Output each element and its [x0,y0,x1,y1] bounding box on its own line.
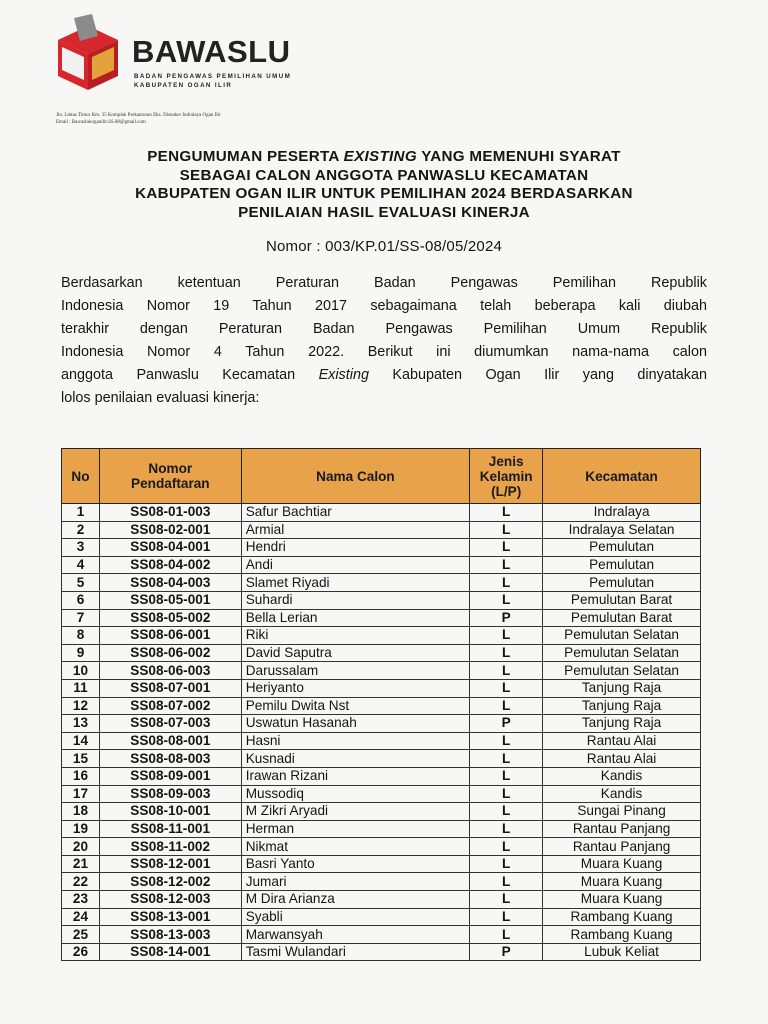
cell-district: Pemulutan Selatan [543,644,701,662]
cell-registration-number: SS08-14-001 [99,943,241,961]
cell-registration-number: SS08-13-001 [99,908,241,926]
cell-registration-number: SS08-07-001 [99,679,241,697]
cell-candidate-name: Syabli [241,908,470,926]
cell-registration-number: SS08-04-002 [99,556,241,574]
header-registration-number [99,449,241,504]
cell-candidate-name: Hendri [241,539,470,557]
table-row [62,574,701,592]
cell-no: 12 [62,697,100,715]
header-district: Kecamatan [543,449,701,504]
table-row [62,908,701,926]
cell-candidate-name: Nikmat [241,838,470,856]
cell-gender: L [470,697,543,715]
cell-no: 16 [62,767,100,785]
header-no: No [62,449,100,504]
letterhead [52,14,352,124]
candidates-table [61,448,701,961]
cell-registration-number: SS08-09-003 [99,785,241,803]
cell-district: Lubuk Keliat [543,943,701,961]
cell-no: 14 [62,732,100,750]
cell-district: Muara Kuang [543,891,701,909]
cell-gender: L [470,838,543,856]
document-number: Nomor : 003/KP.01/SS-08/05/2024 [265,238,503,255]
cell-district: Indralaya Selatan [543,521,701,539]
table-row [62,732,701,750]
cell-no: 6 [62,591,100,609]
table-row [62,873,701,891]
cell-district: Pemulutan [543,539,701,557]
cell-registration-number: SS08-04-003 [99,574,241,592]
cell-no: 2 [62,521,100,539]
cell-registration-number: SS08-12-003 [99,891,241,909]
table-row [62,556,701,574]
cell-gender: L [470,591,543,609]
table-row [62,609,701,627]
cell-no: 25 [62,926,100,944]
cell-candidate-name: Pemilu Dwita Nst [241,697,470,715]
cell-district: Pemulutan Selatan [543,627,701,645]
cell-candidate-name: Marwansyah [241,926,470,944]
cell-no: 19 [62,820,100,838]
cell-gender: L [470,732,543,750]
cell-district: Muara Kuang [543,873,701,891]
cell-district: Muara Kuang [543,855,701,873]
cell-registration-number: SS08-12-001 [99,855,241,873]
address-email: Email : Bawaslukoganilir.SS.08@gmail.com [56,120,146,125]
cell-candidate-name: David Saputra [241,644,470,662]
cell-registration-number: SS08-02-001 [99,521,241,539]
cell-candidate-name: Mussodiq [241,785,470,803]
header-gender-line-1: Jenis [488,453,524,469]
cell-candidate-name: M Dira Arianza [241,891,470,909]
cell-gender: L [470,873,543,891]
cell-candidate-name: Heriyanto [241,679,470,697]
cell-district: Tanjung Raja [543,715,701,733]
cell-candidate-name: Jumari [241,873,470,891]
cell-registration-number: SS08-04-001 [99,539,241,557]
header-candidate-name: Nama Calon [241,449,470,504]
table-row [62,820,701,838]
paragraph-line-5 [61,364,707,387]
cell-no: 22 [62,873,100,891]
table-row [62,926,701,944]
cell-no: 26 [62,943,100,961]
cell-district: Indralaya [543,504,701,522]
cell-no: 1 [62,504,100,522]
cell-gender: L [470,539,543,557]
table-row [62,679,701,697]
cell-gender: L [470,855,543,873]
cell-gender: L [470,820,543,838]
cell-district: Pemulutan [543,574,701,592]
cell-registration-number: SS08-08-003 [99,750,241,768]
cell-registration-number: SS08-01-003 [99,504,241,522]
cell-candidate-name: Darussalam [241,662,470,680]
org-subtitle [134,72,291,90]
table-row [62,891,701,909]
cell-no: 13 [62,715,100,733]
cell-no: 17 [62,785,100,803]
title-line-1-post: YANG MEMENUHI SYARAT [416,148,621,165]
cell-gender: L [470,504,543,522]
paragraph-line-3: terakhir dengan Peraturan Badan Pengawas Pemilihan Umum Republik [61,321,707,337]
cell-district: Tanjung Raja [543,697,701,715]
cell-registration-number: SS08-06-002 [99,644,241,662]
cell-gender: L [470,662,543,680]
cell-candidate-name: Basri Yanto [241,855,470,873]
table-row [62,838,701,856]
table-row [62,504,701,522]
table-row [62,521,701,539]
cell-no: 5 [62,574,100,592]
cell-registration-number: SS08-11-001 [99,820,241,838]
cell-no: 21 [62,855,100,873]
bawaslu-logo-icon [52,14,124,94]
header-reg-line-1: Nomor [148,461,193,476]
table-row [62,855,701,873]
table-row [62,591,701,609]
title-line-4: PENILAIAN HASIL EVALUASI KINERJA [238,203,530,221]
header-gender [470,449,543,504]
title-line-1-pre: PENGUMUMAN PESERTA [147,148,344,165]
cell-registration-number: SS08-10-001 [99,803,241,821]
cell-district: Kandis [543,785,701,803]
cell-no: 10 [62,662,100,680]
cell-gender: P [470,943,543,961]
paragraph-line-5-pre: anggota Panwaslu Kecamatan [61,367,319,383]
cell-registration-number: SS08-08-001 [99,732,241,750]
cell-candidate-name: Armial [241,521,470,539]
cell-district: Pemulutan Barat [543,591,701,609]
table-row [62,943,701,961]
cell-gender: L [470,521,543,539]
cell-no: 18 [62,803,100,821]
cell-district: Rantau Alai [543,750,701,768]
cell-registration-number: SS08-12-002 [99,873,241,891]
cell-gender: P [470,715,543,733]
cell-candidate-name: Kusnadi [241,750,470,768]
cell-district: Rambang Kuang [543,908,701,926]
cell-gender: L [470,627,543,645]
cell-district: Rantau Alai [543,732,701,750]
table-row [62,785,701,803]
cell-district: Pemulutan Barat [543,609,701,627]
org-subtitle-line-1: BADAN PENGAWAS PEMILIHAN UMUM [134,73,292,80]
cell-registration-number: SS08-05-002 [99,609,241,627]
cell-no: 23 [62,891,100,909]
header-gender-line-2: Kelamin [479,468,533,484]
table-row [62,539,701,557]
header-reg-line-2: Pendaftaran [131,476,210,491]
paragraph-line-5-italic: Existing [318,367,369,383]
cell-gender: L [470,556,543,574]
cell-candidate-name: Andi [241,556,470,574]
cell-gender: L [470,750,543,768]
title-line-3: KABUPATEN OGAN ILIR UNTUK PEMILIHAN 2024 BERDASARKAN [135,185,633,202]
cell-district: Kandis [543,767,701,785]
cell-candidate-name: Irawan Rizani [241,767,470,785]
cell-district: Sungai Pinang [543,803,701,821]
table-row [62,644,701,662]
table-row [62,627,701,645]
cell-registration-number: SS08-09-001 [99,767,241,785]
cell-candidate-name: Herman [241,820,470,838]
cell-district: Rambang Kuang [543,926,701,944]
cell-district: Rantau Panjang [543,838,701,856]
cell-no: 7 [62,609,100,627]
cell-registration-number: SS08-07-003 [99,715,241,733]
paragraph-line-6: lolos penilaian evaluasi kinerja: [61,390,260,406]
address [56,112,221,126]
cell-registration-number: SS08-05-001 [99,591,241,609]
cell-gender: L [470,679,543,697]
table-row [62,750,701,768]
cell-district: Pemulutan [543,556,701,574]
table-body [62,504,701,961]
cell-registration-number: SS08-06-003 [99,662,241,680]
table-row [62,662,701,680]
cell-gender: L [470,908,543,926]
cell-no: 24 [62,908,100,926]
org-subtitle-line-2: KABUPATEN OGAN ILIR [134,82,233,89]
cell-no: 11 [62,679,100,697]
cell-district: Tanjung Raja [543,679,701,697]
cell-no: 20 [62,838,100,856]
org-name: BAWASLU [132,34,291,69]
address-line-1: Jln. Lintas Timur Km. 35 Komplek Perkantoran Eks. Disnaker Indralaya Ogan Ilir [56,113,221,118]
title-line-1-italic: EXISTING [343,148,417,165]
cell-candidate-name: Uswatun Hasanah [241,715,470,733]
cell-gender: L [470,767,543,785]
cell-registration-number: SS08-13-003 [99,926,241,944]
document-title [40,148,728,222]
intro-paragraph [61,272,707,410]
cell-candidate-name: Riki [241,627,470,645]
cell-no: 8 [62,627,100,645]
cell-gender: L [470,926,543,944]
table-row [62,803,701,821]
cell-gender: L [470,644,543,662]
cell-candidate-name: Bella Lerian [241,609,470,627]
cell-candidate-name: M Zikri Aryadi [241,803,470,821]
cell-no: 15 [62,750,100,768]
paragraph-line-5-post: Kabupaten Ogan Ilir yang dinyatakan [368,367,708,383]
title-line-1 [40,148,728,167]
cell-registration-number: SS08-11-002 [99,838,241,856]
cell-registration-number: SS08-06-001 [99,627,241,645]
paragraph-line-2: Indonesia Nomor 19 Tahun 2017 sebagaimana telah beberapa kali diubah [61,298,707,314]
cell-candidate-name: Tasmi Wulandari [241,943,470,961]
cell-district: Pemulutan Selatan [543,662,701,680]
cell-gender: L [470,785,543,803]
cell-no: 3 [62,539,100,557]
table-row [62,715,701,733]
cell-district: Rantau Panjang [543,820,701,838]
paragraph-line-1: Berdasarkan ketentuan Peraturan Badan Pengawas Pemilihan Republik [61,275,707,291]
header-gender-line-3: (L/P) [491,483,522,499]
cell-gender: L [470,574,543,592]
cell-candidate-name: Hasni [241,732,470,750]
paragraph-line-4: Indonesia Nomor 4 Tahun 2022. Berikut ini diumumkan nama-nama calon [61,344,707,360]
table-row [62,697,701,715]
cell-gender: L [470,803,543,821]
cell-no: 9 [62,644,100,662]
cell-candidate-name: Slamet Riyadi [241,574,470,592]
cell-no: 4 [62,556,100,574]
table-row [62,767,701,785]
cell-gender: L [470,891,543,909]
cell-gender: P [470,609,543,627]
cell-candidate-name: Suhardi [241,591,470,609]
title-line-2: SEBAGAI CALON ANGGOTA PANWASLU KECAMATAN [179,166,589,184]
cell-candidate-name: Safur Bachtiar [241,504,470,522]
table-header-row [62,449,701,504]
cell-registration-number: SS08-07-002 [99,697,241,715]
